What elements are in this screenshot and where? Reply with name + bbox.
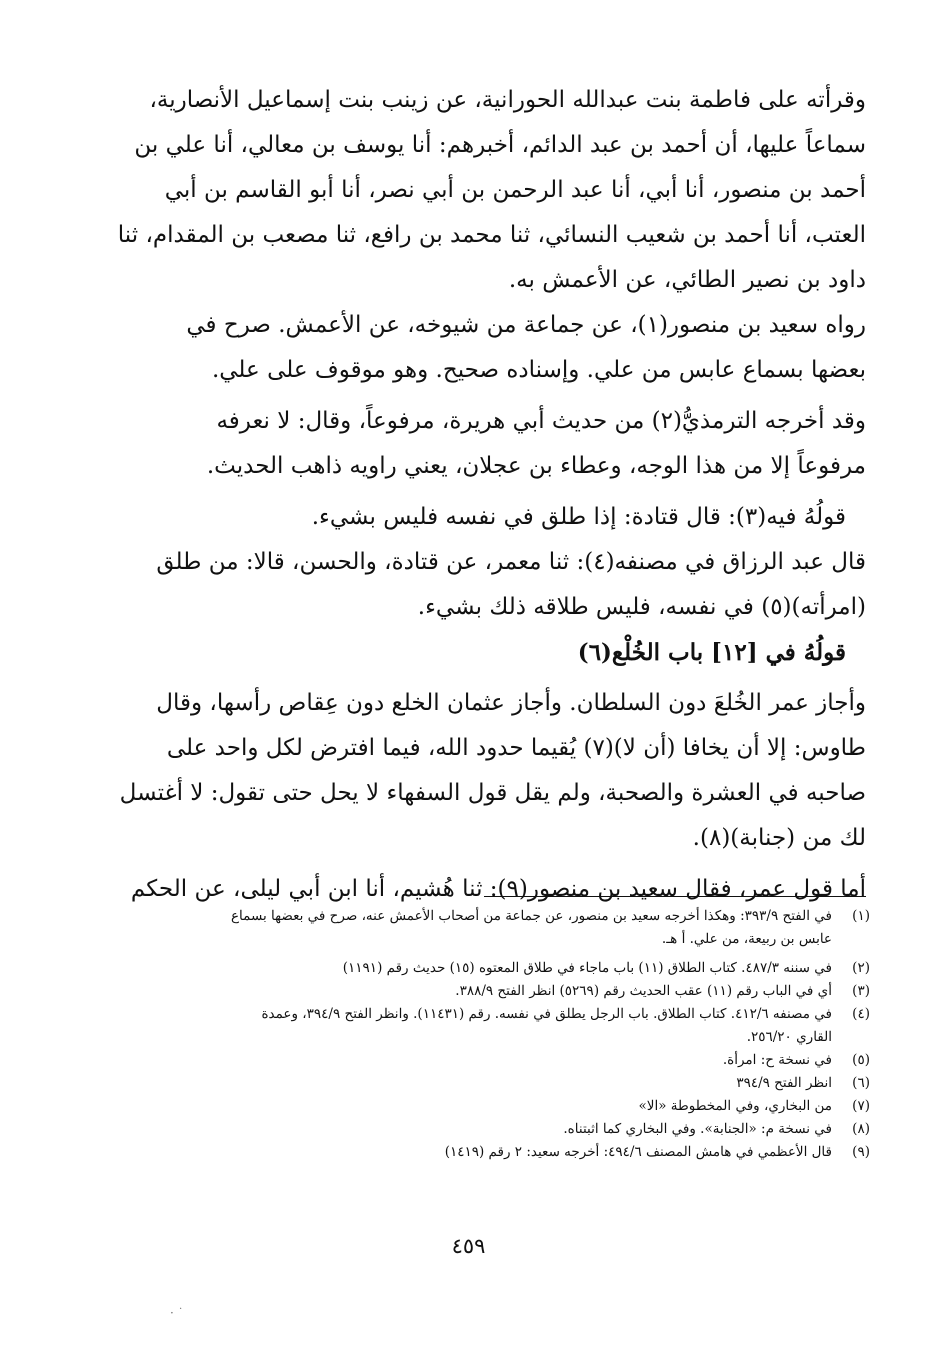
text-line: وقرأته على فاطمة بنت عبدالله الحورانية، عن زينب بنت إسماعيل الأنصارية،: [149, 87, 866, 113]
text-line: رواه سعيد بن منصور(١)، عن جماعة من شيوخه، عن الأعمش. صرح في: [186, 312, 866, 338]
text-line: سماعاً عليها، أن أحمد بن عبد الدائم، أخبرهم: أنا يوسف بن معالي، أنا علي بن: [134, 132, 866, 158]
text-line: العتب، أنا أحمد بن شعيب النسائي، ثنا محمد بن رافع، ثنا مصعب بن المقدام، ثنا: [117, 222, 866, 248]
text-line: وقد أخرجه الترمذيُّ(٢) من حديث أبي هريرة، مرفوعاً، وقال: لا نعرفه: [216, 408, 866, 434]
footnote-number: (٥): [852, 1052, 870, 1068]
footnote-7: [108, 1095, 870, 1118]
footnote-number: (٧): [852, 1098, 870, 1114]
footnote-divider: [484, 896, 866, 897]
footnote-text: في سننه ٤٨٧/٣. كتاب الطلاق (١١) باب ماجاء في طلاق المعتوه (١٥) حديث رقم (١١٩١): [342, 960, 832, 976]
footnote-text: عابس بن ربيعة، من علي. أ هـ.: [661, 931, 832, 947]
footnote-text: القاري ٢٥٦/٢٠.: [746, 1029, 832, 1045]
footnote-number: (٤): [852, 1006, 870, 1022]
scan-specks: · ˙: [170, 1306, 184, 1320]
text-line: أحمد بن منصور، أنا أبي، أنا عبد الرحمن بن أبي نصر، أنا أبو القاسم بن أبي: [164, 177, 866, 203]
footnote-8: [108, 1118, 870, 1141]
footnote-number: (١): [852, 908, 870, 924]
text-line: وأجاز عمر الخُلعَ دون السلطان. وأجاز عثمان الخلع دون عِقاص رأسها، وقال: [156, 690, 866, 716]
text-line: قال عبد الرزاق في مصنفه(٤): ثنا معمر، عن قتادة، والحسن، قالا: من طلق: [156, 549, 866, 575]
text-line: (امرأته)(٥) في نفسه، فليس طلاقه ذلك بشيء.: [417, 594, 866, 620]
text-line: بعضها بسماع عابس من علي. وإسناده صحيح. وهو موقوف على علي.: [211, 357, 866, 383]
footnote-number: (٢): [852, 960, 870, 976]
footnote-text: في نسخة ح: امرأة.: [722, 1052, 832, 1068]
text-line: طاوس: إلا أن يخافا (أن لا)(٧) يُقيما حدود الله، فيما افترض لكل واحد على: [166, 735, 866, 761]
footnote-text: في مصنفه ٤١٢/٦. كتاب الطلاق. باب الرجل يطلق في نفسه. رقم (١١٤٣١). وانظر الفتح ٣٩٤/٩، وعمدة: [261, 1006, 832, 1022]
footnote-number: (٨): [852, 1121, 870, 1137]
text-line: لك من (جنابة)(٨).: [692, 825, 866, 851]
main-text: [108, 78, 866, 912]
text-line: مرفوعاً إلا من هذا الوجه، وعطاء بن عجلان، يعني راويه ذاهب الحديث.: [206, 453, 866, 479]
footnote-text: في نسخة م: «الجنابة». وفي البخاري كما اثبتناه.: [563, 1121, 832, 1137]
footnote-number: (٦): [852, 1075, 870, 1091]
footnote-text: قال الأعظمي في هامش المصنف ٤٩٤/٦: أخرجه سعيد: ٢ رقم (١٤١٩): [444, 1144, 832, 1160]
footnote-text: انظر الفتح ٣٩٤/٩: [736, 1075, 832, 1091]
footnote-text: من البخاري، وفي المخطوطة «الا»: [638, 1098, 832, 1114]
text-line: صاحبه في العشرة والصحبة، ولم يقل قول السفهاء لا يحل حتى تقول: لا أغتسل: [119, 780, 866, 806]
footnote-2: [108, 957, 870, 980]
footnote-6: [108, 1072, 870, 1095]
footnote-1: [108, 905, 870, 951]
footnote-number: (٩): [852, 1144, 870, 1160]
page-number: ٤٥٩: [451, 1234, 486, 1258]
footnote-number: (٣): [852, 983, 870, 999]
footnote-5: [108, 1049, 870, 1072]
footnote-text: أي في الباب رقم (١١) عقب الحديث رقم (٥٢٦٩) انظر الفتح ٣٨٨/٩.: [455, 983, 832, 999]
text-line: داود بن نصير الطائي، عن الأعمش به.: [508, 267, 866, 293]
footnotes: [108, 905, 870, 1164]
footnote-9: [108, 1141, 870, 1164]
chapter-heading: قولُهُ في [١٢] باب الخُلْع(٦): [577, 639, 846, 666]
footnote-3: [108, 980, 870, 1003]
text-line: أما قول عمر، فقال سعيد بن منصور(٩): ثنا هُشيم، أنا ابن أبي ليلى، عن الحكم: [130, 876, 866, 902]
footnote-text: في الفتح ٣٩٣/٩: وهكذا أخرجه سعيد بن منصور، عن جماعة من أصحاب الأعمش عنه، صرح في بعضها بسماع: [230, 908, 832, 924]
text-line: قولُهُ فيه(٣): قال قتادة: إذا طلق في نفسه فليس بشيء.: [311, 504, 846, 530]
footnote-4: [108, 1003, 870, 1049]
